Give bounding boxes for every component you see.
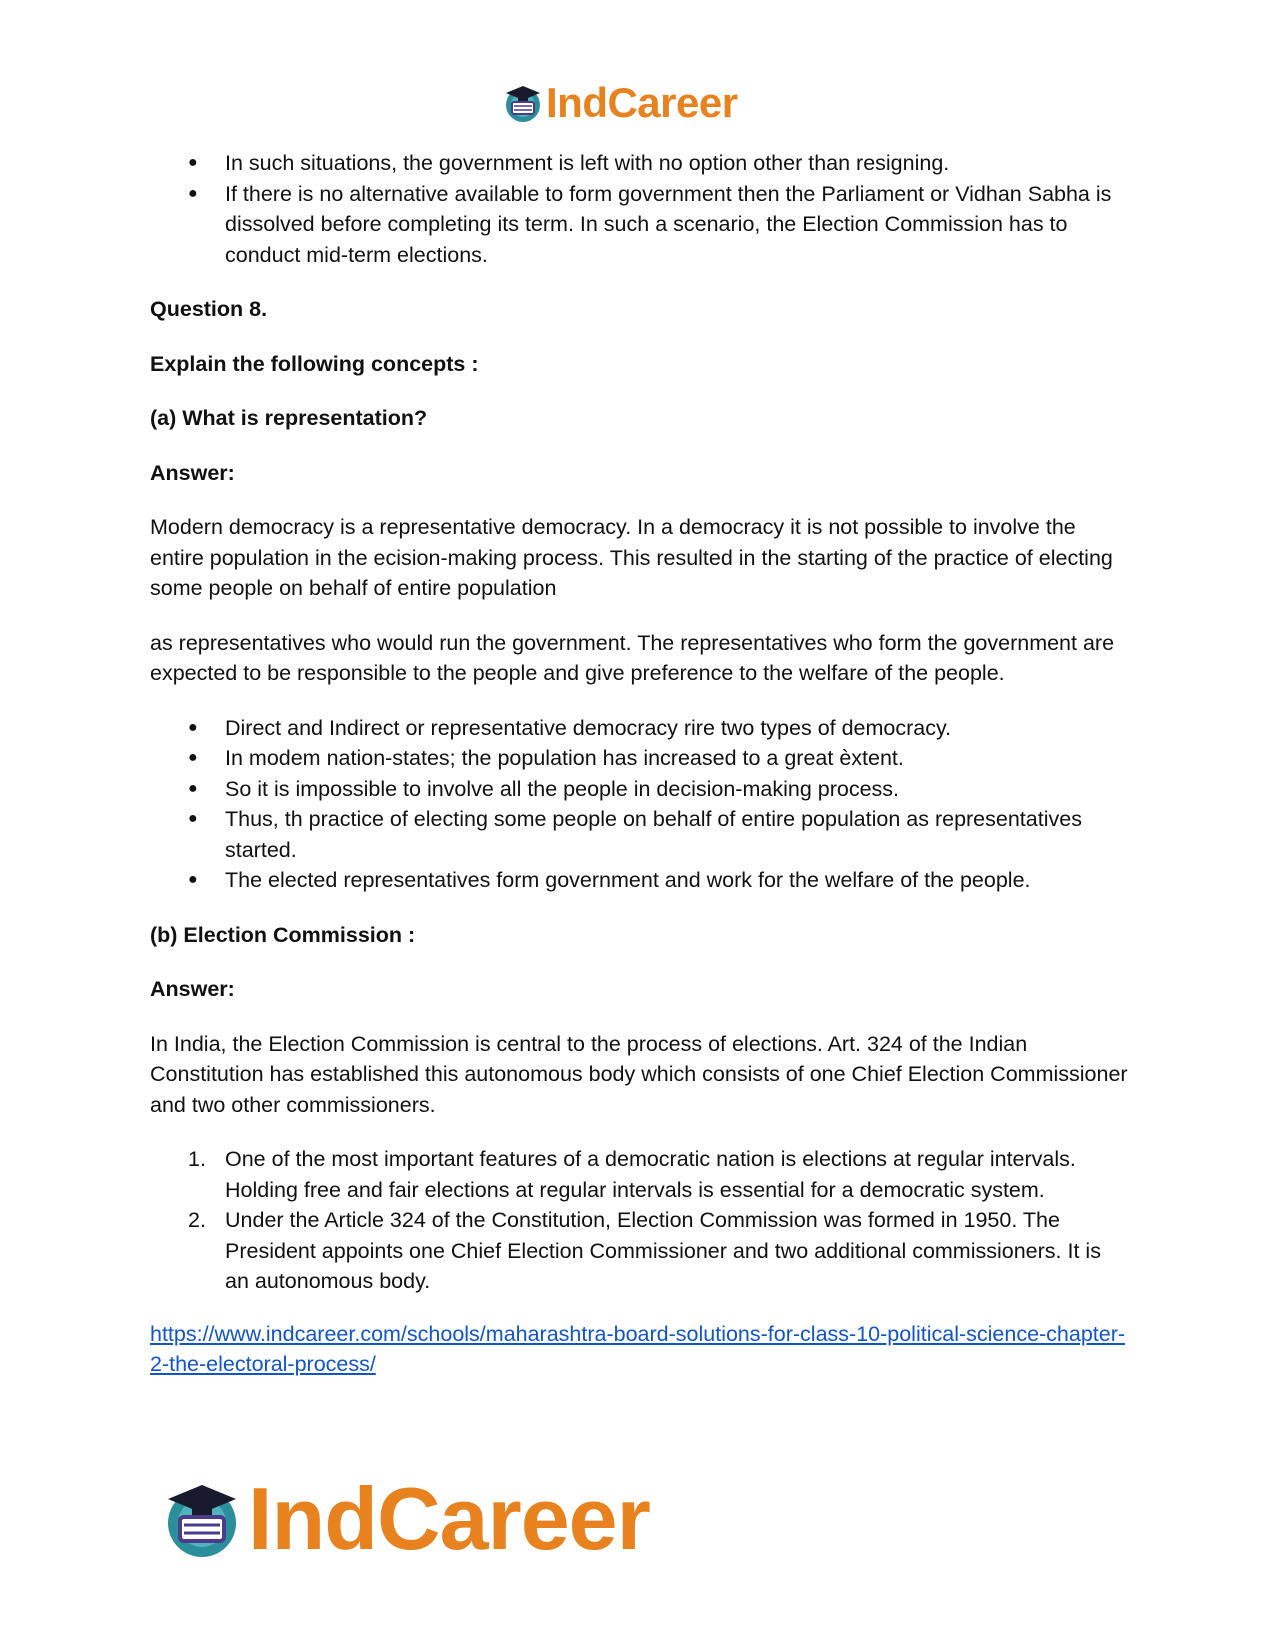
- graduation-cap-globe-icon: [502, 82, 544, 124]
- source-link[interactable]: https://www.indcareer.com/schools/maharashtra-board-solutions-for-class-10-political-science-chapter-2-the-electoral-process/: [150, 1321, 1126, 1376]
- intro-bullet-list: [150, 148, 1130, 270]
- part-a-paragraph: Modern democracy is a representative democracy. In a democracy it is not possible to involve the entire population in the ecision-making process. This resulted in the starting of the practice of electing some people on behalf of entire population: [150, 515, 1113, 600]
- list-item: ● In modem nation-states; the population has increased to a great èxtent.: [150, 743, 1130, 774]
- part-a-heading: (a) What is representation?: [150, 406, 428, 430]
- list-number: 1.: [188, 1147, 206, 1171]
- list-item-text: One of the most important features of a democratic nation is elections at regular intervals. Holding free and fair elections at regular intervals is essential for a democratic system.: [225, 1147, 1076, 1202]
- document-body: [150, 148, 1130, 1380]
- header-logo: [502, 78, 738, 128]
- list-item: ● Thus, th practice of electing some people on behalf of entire population as representatives started.: [150, 804, 1130, 865]
- part-b-paragraph: In India, the Election Commission is central to the process of elections. Art. 324 of the Indian Constitution has established this autonomous body which consists of one Chief Election Commissioner and two other commissioners.: [150, 1031, 1128, 1117]
- logo-wordmark: IndCareer: [546, 79, 738, 126]
- list-item: [150, 1144, 1130, 1205]
- logo-wordmark: IndCareer: [248, 1469, 650, 1568]
- list-item: ● If there is no alternative available to form government then the Parliament or Vidhan Sabha is dissolved before completing its term. In such a scenario, the Election Commission has to conduct mid-term elections.: [150, 179, 1130, 271]
- part-a-bullet-list: [150, 713, 1130, 896]
- question-heading: Question 8.: [150, 297, 268, 321]
- part-b-numbered-list: [150, 1144, 1130, 1297]
- part-a-paragraph: as representatives who would run the government. The representatives who form the government are expected to be responsible to the people and give preference to the welfare of the people.: [150, 630, 1115, 685]
- footer-logo: [160, 1469, 650, 1568]
- part-b-heading: (b) Election Commission :: [150, 922, 416, 947]
- list-item: ● So it is impossible to involve all the people in decision-making process.: [150, 774, 1130, 805]
- list-item: [150, 1205, 1130, 1297]
- list-item: ● In such situations, the government is left with no option other than resigning.: [150, 148, 1130, 179]
- question-prompt: Explain the following concepts :: [150, 351, 479, 376]
- list-item: ● The elected representatives form government and work for the welfare of the people.: [150, 865, 1130, 896]
- part-b-answer-label: Answer:: [150, 977, 235, 1001]
- list-item: ● Direct and Indirect or representative democracy rire two types of democracy.: [150, 713, 1130, 744]
- list-number: 2.: [188, 1208, 206, 1232]
- part-a-answer-label: Answer:: [150, 460, 235, 485]
- list-item-text: Under the Article 324 of the Constitution, Election Commission was formed in 1950. The President appoints one Chief Election Commissioner and two additional commissioners. It is an autonomous body.: [225, 1208, 1101, 1293]
- graduation-cap-globe-icon: [160, 1477, 244, 1561]
